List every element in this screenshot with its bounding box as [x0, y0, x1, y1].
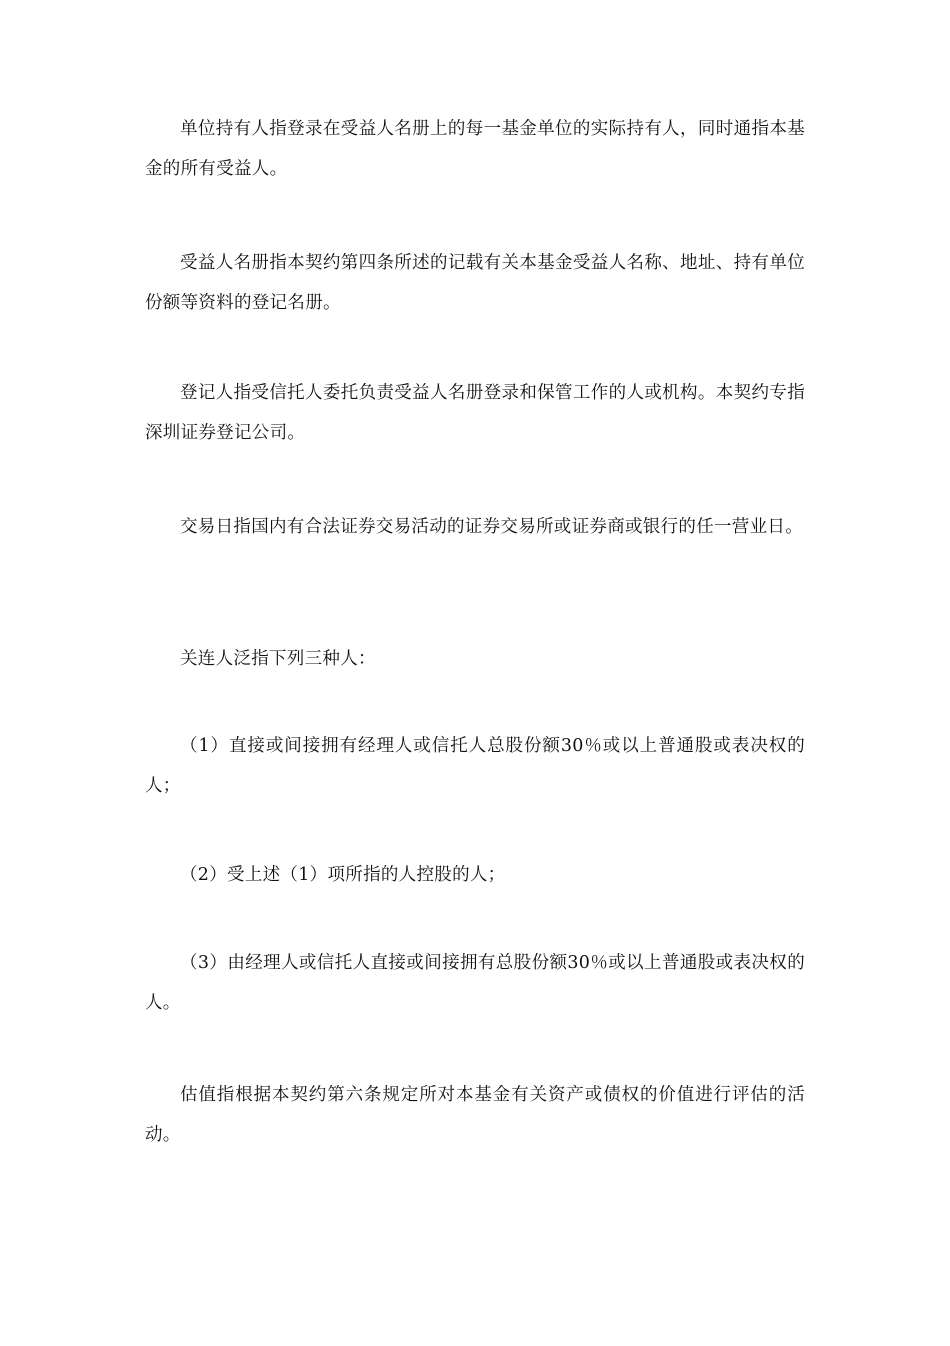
paragraph-unit-holder-definition: 单位持有人指登录在受益人名册上的每一基金单位的实际持有人，同时通指本基金的所有受益人。 — [145, 119, 805, 179]
paragraph-connected-person-item-3: （3）由经理人或信托人直接或间接拥有总股份额30％或以上普通股或表决权的人。 — [145, 953, 805, 1013]
paragraph-connected-person-item-1: （1）直接或间接拥有经理人或信托人总股份额30％或以上普通股或表决权的人； — [145, 736, 805, 796]
paragraph-connected-person-intro: 关连人泛指下列三种人： — [180, 649, 376, 669]
paragraph-connected-person-item-2: （2）受上述（1）项所指的人控股的人； — [180, 865, 506, 885]
paragraph-valuation-definition: 估值指根据本契约第六条规定所对本基金有关资产或债权的价值进行评估的活动。 — [145, 1085, 805, 1145]
paragraph-registrar-definition: 登记人指受信托人委托负责受益人名册登录和保管工作的人或机构。本契约专指深圳证券登记公司。 — [145, 383, 805, 443]
paragraph-beneficiary-register-definition: 受益人名册指本契约第四条所述的记载有关本基金受益人名称、地址、持有单位份额等资料的登记名册。 — [145, 253, 805, 313]
paragraph-trading-day-definition: 交易日指国内有合法证券交易活动的证券交易所或证券商或银行的任一营业日。 — [180, 517, 803, 537]
